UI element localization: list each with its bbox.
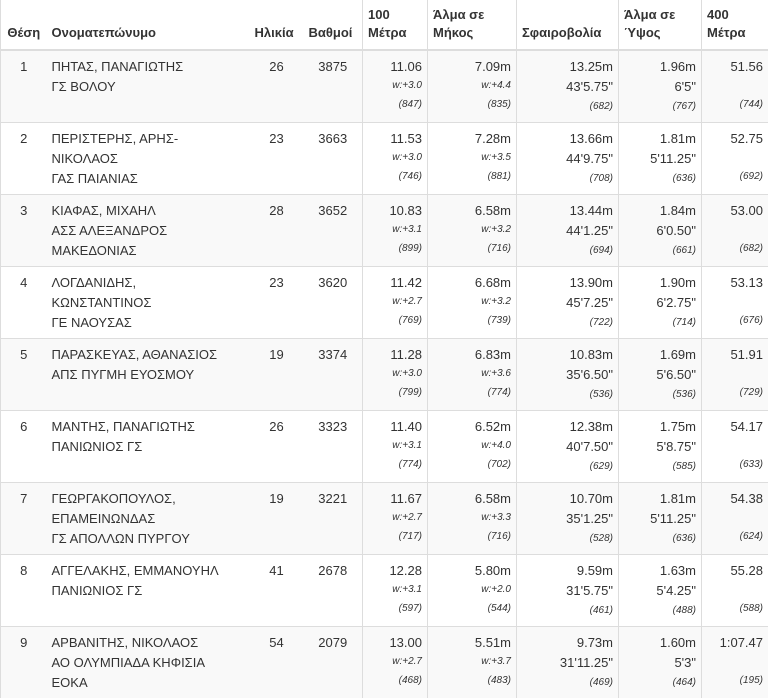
header-high-jump: Άλμα σε Ύψος [619,0,702,50]
points-100m: (597) [368,599,422,619]
wind-100m: w:+2.7 [368,653,422,671]
result-100m-cell [363,482,428,554]
result-high-jump-cell [619,194,702,266]
athlete-name-line: ΛΟΓΔΑΝΙΔΗΣ, [52,273,245,293]
athlete-cell [47,626,250,698]
result-high-jump-cell [619,266,702,338]
wind-100m: w:+3.0 [368,365,422,383]
wind-100m: w:+2.7 [368,293,422,311]
athlete-club-line: ΓΑΣ ΠΑΙΑΝΙΑΣ [52,169,245,189]
age: 28 [255,201,299,221]
position: 3 [6,201,42,221]
position: 8 [6,561,42,581]
position-cell [1,482,47,554]
result-400m-cell [702,410,768,482]
mark-high-jump: 1.90m [624,273,696,293]
points-long-jump: (716) [433,239,511,259]
points-long-jump: (483) [433,671,511,691]
mark-shot-put-imperial: 44'1.25" [522,221,613,241]
points-long-jump: (702) [433,455,511,475]
points-400m: (624) [707,527,763,547]
wind-long-jump: w:+4.0 [433,437,511,455]
spacer [707,365,763,383]
position-cell [1,50,47,122]
points-cell [304,626,363,698]
mark-400m: 51.91 [707,345,763,365]
points-long-jump: (739) [433,311,511,331]
mark-400m: 52.75 [707,129,763,149]
table-row [1,266,768,338]
spacer [707,653,763,671]
mark-shot-put-imperial: 43'5.75" [522,77,613,97]
mark-400m: 54.38 [707,489,763,509]
result-400m-cell [702,50,768,122]
mark-shot-put: 13.66m [522,129,613,149]
age: 41 [255,561,299,581]
position: 9 [6,633,42,653]
points-shot-put: (461) [522,601,613,621]
athlete-club-line: ΑΠΣ ΠΥΓΜΗ ΕΥΟΣΜΟΥ [52,365,245,385]
result-100m-cell [363,554,428,626]
points-high-jump: (767) [624,97,696,117]
age: 23 [255,129,299,149]
result-shot-put-cell [517,410,619,482]
points-high-jump: (488) [624,601,696,621]
age-cell [250,626,304,698]
mark-long-jump: 6.83m [433,345,511,365]
spacer [707,149,763,167]
mark-shot-put-imperial: 31'5.75" [522,581,613,601]
header-long-jump: Άλμα σε Μήκος [428,0,517,50]
table-row [1,482,768,554]
result-shot-put-cell [517,482,619,554]
total-points: 3620 [309,273,358,293]
result-100m-cell [363,266,428,338]
points-cell [304,194,363,266]
athlete-cell [47,194,250,266]
mark-high-jump: 1.75m [624,417,696,437]
mark-400m: 51.56 [707,57,763,77]
athlete-club-line: ΠΑΝΙΩΝΙΟΣ ΓΣ [52,581,245,601]
mark-high-jump-imperial: 6'0.50" [624,221,696,241]
header-age: Ηλικία [250,0,304,50]
total-points: 2678 [309,561,358,581]
mark-high-jump: 1.63m [624,561,696,581]
total-points: 2079 [309,633,358,653]
position: 7 [6,489,42,509]
mark-shot-put: 13.44m [522,201,613,221]
mark-100m: 11.53 [368,129,422,149]
result-400m-cell [702,554,768,626]
points-long-jump: (835) [433,95,511,115]
mark-shot-put-imperial: 35'6.50" [522,365,613,385]
athlete-name-line: ΠΑΡΑΣΚΕΥΑΣ, ΑΘΑΝΑΣΙΟΣ [52,345,245,365]
age-cell [250,554,304,626]
mark-100m: 13.00 [368,633,422,653]
athlete-name-line: ΑΡΒΑΝΙΤΗΣ, ΝΙΚΟΛΑΟΣ [52,633,245,653]
result-long-jump-cell [428,266,517,338]
points-shot-put: (708) [522,169,613,189]
mark-shot-put-imperial: 44'9.75" [522,149,613,169]
age: 19 [255,345,299,365]
mark-400m: 55.28 [707,561,763,581]
result-high-jump-cell [619,338,702,410]
points-400m: (692) [707,167,763,187]
position-cell [1,626,47,698]
points-cell [304,50,363,122]
age-cell [250,50,304,122]
result-100m-cell [363,410,428,482]
mark-shot-put: 9.59m [522,561,613,581]
points-shot-put: (536) [522,385,613,405]
mark-shot-put: 10.83m [522,345,613,365]
mark-100m: 11.06 [368,57,422,77]
result-400m-cell [702,626,768,698]
wind-100m: w:+3.1 [368,221,422,239]
athlete-name-line: ΓΕΩΡΓΑΚΟΠΟΥΛΟΣ, [52,489,245,509]
mark-high-jump-imperial: 5'4.25" [624,581,696,601]
points-high-jump: (585) [624,457,696,477]
result-high-jump-cell [619,626,702,698]
athlete-name-line: ΕΠΑΜΕΙΝΩΝΔΑΣ [52,509,245,529]
athlete-name-line: ΑΟ ΟΛΥΜΠΙΑΔΑ ΚΗΦΙΣΙΑ [52,653,245,673]
result-long-jump-cell [428,554,517,626]
points-shot-put: (469) [522,673,613,693]
mark-long-jump: 6.68m [433,273,511,293]
points-cell [304,482,363,554]
age-cell [250,194,304,266]
result-400m-cell [702,482,768,554]
header-position: Θέση [1,0,47,50]
result-long-jump-cell [428,626,517,698]
mark-400m: 1:07.47 [707,633,763,653]
result-400m-cell [702,122,768,194]
athlete-cell [47,554,250,626]
wind-100m: w:+3.0 [368,149,422,167]
mark-100m: 11.28 [368,345,422,365]
position: 1 [6,57,42,77]
mark-high-jump-imperial: 6'5" [624,77,696,97]
result-long-jump-cell [428,410,517,482]
age-cell [250,122,304,194]
athlete-name-line: ΜΑΝΤΗΣ, ΠΑΝΑΓΙΩΤΗΣ [52,417,245,437]
wind-long-jump: w:+2.0 [433,581,511,599]
mark-shot-put-imperial: 40'7.50" [522,437,613,457]
points-100m: (899) [368,239,422,259]
spacer [707,221,763,239]
table-row [1,410,768,482]
athlete-cell [47,122,250,194]
age: 19 [255,489,299,509]
position-cell [1,122,47,194]
result-high-jump-cell [619,410,702,482]
result-shot-put-cell [517,194,619,266]
result-100m-cell [363,194,428,266]
mark-high-jump-imperial: 5'11.25" [624,509,696,529]
wind-100m: w:+2.7 [368,509,422,527]
header-400m: 400 Μέτρα [702,0,768,50]
table-row [1,554,768,626]
athlete-cell [47,50,250,122]
mark-long-jump: 6.58m [433,201,511,221]
wind-long-jump: w:+3.5 [433,149,511,167]
result-high-jump-cell [619,50,702,122]
wind-100m: w:+3.1 [368,581,422,599]
table-row [1,626,768,698]
points-100m: (717) [368,527,422,547]
points-cell [304,266,363,338]
points-100m: (799) [368,383,422,403]
position-cell [1,266,47,338]
result-high-jump-cell [619,122,702,194]
points-400m: (633) [707,455,763,475]
points-400m: (195) [707,671,763,691]
total-points: 3875 [309,57,358,77]
mark-high-jump: 1.84m [624,201,696,221]
result-shot-put-cell [517,266,619,338]
mark-long-jump: 6.52m [433,417,511,437]
total-points: 3323 [309,417,358,437]
mark-100m: 12.28 [368,561,422,581]
spacer [707,581,763,599]
points-100m: (847) [368,95,422,115]
athlete-cell [47,338,250,410]
result-long-jump-cell [428,482,517,554]
mark-long-jump: 7.09m [433,57,511,77]
mark-shot-put-imperial: 35'1.25" [522,509,613,529]
wind-long-jump: w:+3.2 [433,221,511,239]
points-high-jump: (464) [624,673,696,693]
result-long-jump-cell [428,338,517,410]
spacer [707,437,763,455]
wind-long-jump: w:+4.4 [433,77,511,95]
result-shot-put-cell [517,50,619,122]
mark-high-jump-imperial: 5'3" [624,653,696,673]
athlete-club-line: ΕΟΚΑ [52,673,245,693]
points-100m: (746) [368,167,422,187]
total-points: 3374 [309,345,358,365]
wind-long-jump: w:+3.7 [433,653,511,671]
points-400m: (744) [707,95,763,115]
points-high-jump: (636) [624,529,696,549]
position-cell [1,554,47,626]
mark-400m: 53.13 [707,273,763,293]
position: 5 [6,345,42,365]
athlete-name-line: ΚΩΝΣΤΑΝΤΙΝΟΣ [52,293,245,313]
points-shot-put: (629) [522,457,613,477]
points-shot-put: (722) [522,313,613,333]
wind-100m: w:+3.0 [368,77,422,95]
spacer [707,77,763,95]
total-points: 3221 [309,489,358,509]
header-name: Ονοματεπώνυμο [47,0,250,50]
athlete-name-line: ΠΕΡΙΣΤΕΡΗΣ, ΑΡΗΣ- [52,129,245,149]
mark-shot-put: 13.90m [522,273,613,293]
mark-100m: 11.67 [368,489,422,509]
athlete-cell [47,410,250,482]
mark-400m: 54.17 [707,417,763,437]
result-100m-cell [363,626,428,698]
header-100m: 100 Μέτρα [363,0,428,50]
position-cell [1,410,47,482]
result-long-jump-cell [428,122,517,194]
points-400m: (729) [707,383,763,403]
spacer [707,293,763,311]
result-long-jump-cell [428,194,517,266]
mark-long-jump: 5.80m [433,561,511,581]
position: 6 [6,417,42,437]
result-shot-put-cell [517,338,619,410]
points-long-jump: (881) [433,167,511,187]
age: 26 [255,57,299,77]
points-cell [304,338,363,410]
points-400m: (588) [707,599,763,619]
result-long-jump-cell [428,50,517,122]
athlete-club-line: ΜΑΚΕΔΟΝΙΑΣ [52,241,245,261]
mark-long-jump: 5.51m [433,633,511,653]
points-high-jump: (714) [624,313,696,333]
mark-100m: 11.42 [368,273,422,293]
mark-shot-put: 9.73m [522,633,613,653]
points-long-jump: (716) [433,527,511,547]
athlete-name-line: ΝΙΚΟΛΑΟΣ [52,149,245,169]
result-high-jump-cell [619,482,702,554]
spacer [707,509,763,527]
mark-high-jump-imperial: 5'6.50" [624,365,696,385]
position-cell [1,338,47,410]
position: 4 [6,273,42,293]
total-points: 3652 [309,201,358,221]
points-400m: (682) [707,239,763,259]
points-100m: (769) [368,311,422,331]
wind-long-jump: w:+3.2 [433,293,511,311]
mark-100m: 11.40 [368,417,422,437]
athlete-name-line: ΚΙΑΦΑΣ, ΜΙΧΑΗΛ [52,201,245,221]
result-100m-cell [363,122,428,194]
table-row [1,338,768,410]
age: 26 [255,417,299,437]
athlete-name-line: ΑΣΣ ΑΛΕΞΑΝΔΡΟΣ [52,221,245,241]
age-cell [250,266,304,338]
mark-high-jump-imperial: 5'8.75" [624,437,696,457]
age: 23 [255,273,299,293]
position-cell [1,194,47,266]
points-400m: (676) [707,311,763,331]
points-cell [304,122,363,194]
points-cell [304,554,363,626]
points-long-jump: (544) [433,599,511,619]
athlete-club-line: ΓΣ ΒΟΛΟΥ [52,77,245,97]
athlete-club-line: ΓΕ ΝΑΟΥΣΑΣ [52,313,245,333]
points-shot-put: (528) [522,529,613,549]
mark-high-jump-imperial: 5'11.25" [624,149,696,169]
mark-high-jump: 1.81m [624,489,696,509]
athlete-cell [47,482,250,554]
result-high-jump-cell [619,554,702,626]
mark-high-jump-imperial: 6'2.75" [624,293,696,313]
age-cell [250,410,304,482]
mark-shot-put: 12.38m [522,417,613,437]
position: 2 [6,129,42,149]
athlete-cell [47,266,250,338]
result-shot-put-cell [517,122,619,194]
mark-high-jump: 1.69m [624,345,696,365]
result-400m-cell [702,338,768,410]
result-shot-put-cell [517,626,619,698]
mark-long-jump: 7.28m [433,129,511,149]
points-high-jump: (536) [624,385,696,405]
header-shot-put: Σφαιροβολία [517,0,619,50]
athlete-name-line: ΠΗΤΑΣ, ΠΑΝΑΓΙΩΤΗΣ [52,57,245,77]
table-row [1,50,768,122]
table-row [1,122,768,194]
athlete-club-line: ΓΣ ΑΠΟΛΛΩΝ ΠΥΡΓΟΥ [52,529,245,549]
header-points: Βαθμοί [304,0,363,50]
athlete-name-line: ΑΓΓΕΛΑΚΗΣ, ΕΜΜΑΝΟΥΗΛ [52,561,245,581]
mark-shot-put: 10.70m [522,489,613,509]
result-shot-put-cell [517,554,619,626]
total-points: 3663 [309,129,358,149]
wind-long-jump: w:+3.6 [433,365,511,383]
athlete-club-line: ΠΑΝΙΩΝΙΟΣ ΓΣ [52,437,245,457]
points-100m: (468) [368,671,422,691]
points-long-jump: (774) [433,383,511,403]
result-100m-cell [363,338,428,410]
age-cell [250,338,304,410]
header-row [1,0,768,50]
points-shot-put: (682) [522,97,613,117]
points-100m: (774) [368,455,422,475]
mark-high-jump: 1.81m [624,129,696,149]
age-cell [250,482,304,554]
points-shot-put: (694) [522,241,613,261]
wind-long-jump: w:+3.3 [433,509,511,527]
mark-high-jump: 1.60m [624,633,696,653]
age: 54 [255,633,299,653]
points-high-jump: (661) [624,241,696,261]
mark-long-jump: 6.58m [433,489,511,509]
mark-shot-put-imperial: 31'11.25" [522,653,613,673]
result-400m-cell [702,266,768,338]
mark-shot-put: 13.25m [522,57,613,77]
mark-shot-put-imperial: 45'7.25" [522,293,613,313]
mark-400m: 53.00 [707,201,763,221]
result-100m-cell [363,50,428,122]
points-cell [304,410,363,482]
wind-100m: w:+3.1 [368,437,422,455]
mark-high-jump: 1.96m [624,57,696,77]
points-high-jump: (636) [624,169,696,189]
mark-100m: 10.83 [368,201,422,221]
result-400m-cell [702,194,768,266]
table-row [1,194,768,266]
